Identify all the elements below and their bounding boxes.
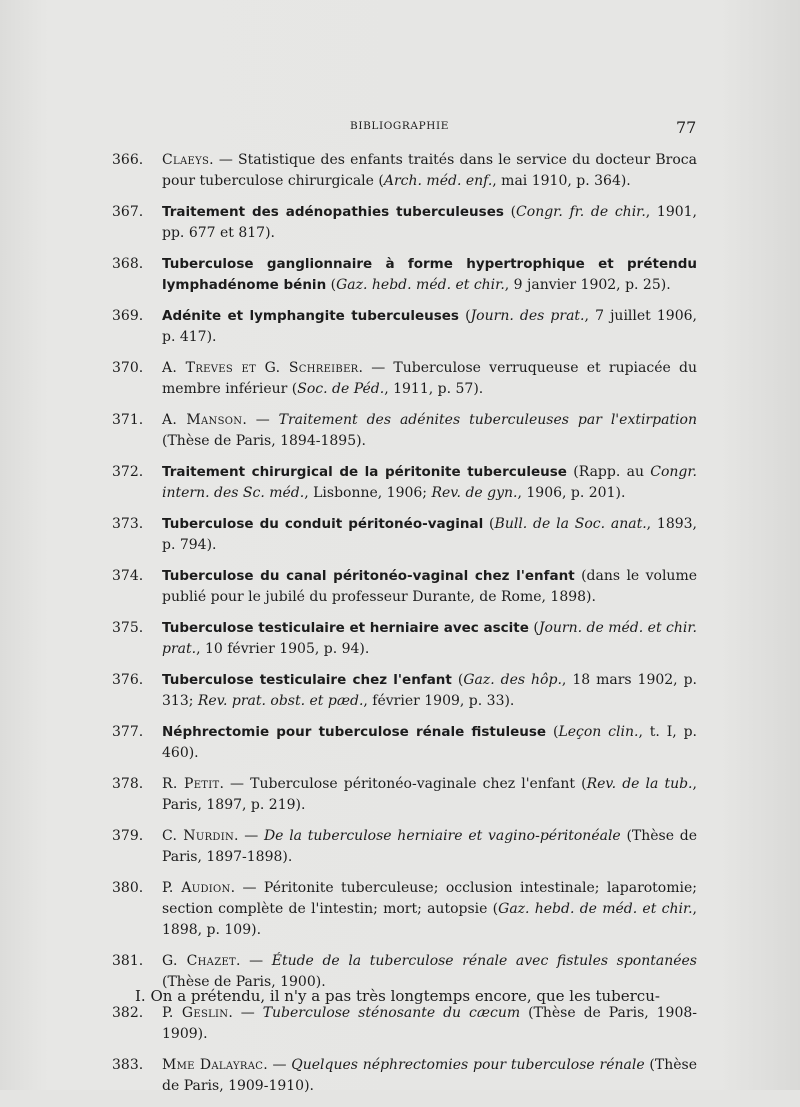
- entry-citation: , 1911, p. 57).: [384, 381, 484, 397]
- entry-number: 371.: [112, 412, 144, 428]
- bibliography-entry: [112, 670, 697, 712]
- bibliography-entry: [112, 306, 697, 348]
- entry-number: 370.: [112, 360, 144, 376]
- entry-separator: . —: [230, 880, 264, 896]
- running-head: BIBLIOGRAPHIE: [350, 120, 450, 132]
- entry-author: A. Manson: [162, 412, 243, 428]
- entry-separator: . —: [242, 412, 279, 428]
- entry-separator: . —: [358, 360, 394, 376]
- entry-text: (: [326, 277, 337, 293]
- page-header: [0, 118, 800, 142]
- entry-title: Tuberculose péritonéo-vaginale chez l'enfant (: [250, 776, 587, 792]
- entry-journal: Congr. fr. de chir.: [516, 204, 646, 220]
- entry-number: 373.: [112, 516, 144, 532]
- page-number: 77: [676, 118, 697, 137]
- entry-number: 366.: [112, 152, 144, 168]
- entry-text: (: [528, 620, 539, 636]
- entry-journal: Leçon clin.: [558, 724, 639, 740]
- entry-journal: Journ. de méd. et chir. prat.: [162, 620, 697, 657]
- bibliography-entry: [112, 774, 697, 816]
- entry-journal: Gaz. des hôp.: [463, 672, 562, 688]
- entry-separator: . —: [219, 776, 251, 792]
- entry-bold-title: Traitement chirurgical de la péritonite tuberculeuse: [162, 464, 567, 480]
- entry-title: Statistique des enfants traités dans le service du docteur Broca pour tuberculose chirurgicale (: [162, 152, 697, 189]
- entry-journal: Gaz. hebd. de méd. et chir.: [498, 901, 693, 917]
- entry-title: Tuberculose verruqueuse et rupiacée du membre inférieur (: [162, 360, 697, 397]
- entry-citation: (Thèse de Paris, 1897-1898).: [162, 828, 697, 865]
- entry-author: Mme Dalayrac: [162, 1057, 264, 1073]
- bibliography-entry: [112, 358, 697, 400]
- entry-citation: (dans le volume publié pour le jubilé du professeur Durante, de Rome, 1898).: [162, 568, 698, 605]
- entry-author: R. Petit: [162, 776, 220, 792]
- entry-italic-title: Étude de la tuberculose rénale avec fistules spontanées: [271, 953, 697, 969]
- bibliography-list: [112, 150, 697, 1107]
- entry-number: 368.: [112, 256, 144, 272]
- entry-journal: Arch. méd. enf.: [383, 173, 493, 189]
- entry-bold-title: Tuberculose du canal péritonéo-vaginal chez l'enfant: [162, 568, 575, 584]
- entry-bold-title: Tuberculose ganglionnaire à forme hypertrophique et prétendu lymphadénome bénin: [162, 256, 697, 293]
- entry-bold-title: Traitement des adénopathies tuberculeuses: [162, 204, 504, 220]
- entry-number: 377.: [112, 724, 144, 740]
- entry-number: 369.: [112, 308, 144, 324]
- bibliography-entry: [112, 618, 697, 660]
- entry-separator: . —: [263, 1057, 292, 1073]
- bibliography-entry: [112, 202, 697, 244]
- entry-journal: Rev. de la tub.: [586, 776, 693, 792]
- entry-bold-title: Néphrectomie pour tuberculose rénale fistuleuse: [162, 724, 547, 740]
- entry-citation: , 7 juillet 1906, p. 417).: [162, 308, 697, 345]
- bibliography-entry: [112, 566, 697, 608]
- entry-italic-title: Traitement des adénites tuberculeuses par l'extirpation: [278, 412, 697, 428]
- bibliography-entry: [112, 514, 697, 556]
- entry-italic-title: Tuberculose sténosante du cæcum: [262, 1005, 521, 1021]
- entry-citation: (Thèse de Paris, 1909-1910).: [162, 1057, 698, 1094]
- bibliography-entry: [112, 254, 697, 296]
- entry-author: P. Audion: [162, 880, 231, 896]
- entry-journal: Journ. des prat.: [470, 308, 585, 324]
- entry-citation: (Thèse de Paris, 1900).: [162, 974, 326, 990]
- entry-title: Péritonite tuberculeuse; occlusion intestinale; laparotomie; section complète de l'intestin; mort; autopsie (: [162, 880, 697, 917]
- entry-journal: Soc. de Péd.: [297, 381, 385, 397]
- entry-citation: , mai 1910, p. 364).: [492, 173, 631, 189]
- entry-number: 367.: [112, 204, 144, 220]
- entry-bold-title: Tuberculose du conduit péritonéo-vaginal: [162, 516, 484, 532]
- bibliography-entry: [112, 1055, 697, 1097]
- entry-journal: Bull. de la Soc. anat.: [494, 516, 647, 532]
- entry-number: 382.: [112, 1005, 144, 1021]
- entry-number: 375.: [112, 620, 144, 636]
- entry-citation: (Thèse de Paris, 1908-1909).: [162, 1005, 698, 1042]
- entry-text: (: [483, 516, 495, 532]
- entry-author: G. Chazet: [162, 953, 237, 969]
- bibliography-entry: [112, 722, 697, 764]
- entry-author: C. Nurdin: [162, 828, 235, 844]
- entry-citation: , 9 janvier 1902, p. 25).: [504, 277, 671, 293]
- entry-number: 379.: [112, 828, 144, 844]
- entry-text: (Rapp. au: [566, 464, 651, 480]
- entry-citation: , 1893, p. 794).: [162, 516, 697, 553]
- entry-text: (: [451, 672, 464, 688]
- entry-text: (: [546, 724, 559, 740]
- entry-author: P. Geslin: [162, 1005, 229, 1021]
- body-text-line: I. On a prétendu, il n'y a pas très longtemps encore, que les tubercu-: [135, 987, 660, 1005]
- entry-text: (: [503, 204, 517, 220]
- entry-citation: , 1906, p. 201).: [517, 485, 626, 501]
- bibliography-entry: [112, 462, 697, 504]
- entry-citation: , 1898, p. 109).: [162, 901, 697, 938]
- entry-separator: . —: [236, 953, 272, 969]
- entry-italic-title: De la tuberculose herniaire et vagino-péritonéale: [263, 828, 621, 844]
- entry-separator: . —: [234, 828, 264, 844]
- entry-bold-title: Adénite et lymphangite tuberculeuses: [162, 308, 459, 324]
- entry-journal: Rev. de gyn.: [431, 485, 518, 501]
- entry-bold-title: Tuberculose testiculaire et herniaire avec ascite: [162, 620, 529, 636]
- entry-citation: , 1901, pp. 677 et 817).: [162, 204, 697, 241]
- bibliography-entry: [112, 410, 697, 452]
- entry-journal: Rev. prat. obst. et pæd.: [197, 693, 364, 709]
- entry-text: , 18 mars 1902, p. 313;: [162, 672, 698, 709]
- entry-citation: , Paris, 1897, p. 219).: [162, 776, 697, 813]
- bibliography-entry: [112, 826, 697, 868]
- entry-citation: , t. I, p. 460).: [162, 724, 697, 761]
- entry-number: 381.: [112, 953, 144, 969]
- entry-separator: . —: [209, 152, 239, 168]
- entry-citation: , 10 février 1905, p. 94).: [196, 641, 370, 657]
- entry-author: Claeys: [162, 152, 210, 168]
- entry-number: 376.: [112, 672, 144, 688]
- entry-number: 380.: [112, 880, 144, 896]
- entry-number: 378.: [112, 776, 144, 792]
- bibliography-entry: [112, 1003, 697, 1045]
- entry-journal: Congr. intern. des Sc. méd.: [162, 464, 697, 501]
- entry-citation: (Thèse de Paris, 1894-1895).: [162, 433, 367, 449]
- entry-separator: . —: [228, 1005, 263, 1021]
- entry-number: 374.: [112, 568, 144, 584]
- entry-number: 372.: [112, 464, 144, 480]
- entry-number: 383.: [112, 1057, 144, 1073]
- entry-journal: Gaz. hebd. méd. et chir.: [336, 277, 505, 293]
- entry-text: , Lisbonne, 1906;: [304, 485, 432, 501]
- bibliography-entry: [112, 878, 697, 941]
- entry-bold-title: Tuberculose testiculaire chez l'enfant: [162, 672, 452, 688]
- entry-author: A. Treves et G. Schreiber: [162, 360, 359, 376]
- bibliography-entry: [112, 150, 697, 192]
- entry-italic-title: Quelques néphrectomies pour tuberculose rénale: [291, 1057, 645, 1073]
- entry-citation: , février 1909, p. 33).: [363, 693, 515, 709]
- entry-text: (: [458, 308, 471, 324]
